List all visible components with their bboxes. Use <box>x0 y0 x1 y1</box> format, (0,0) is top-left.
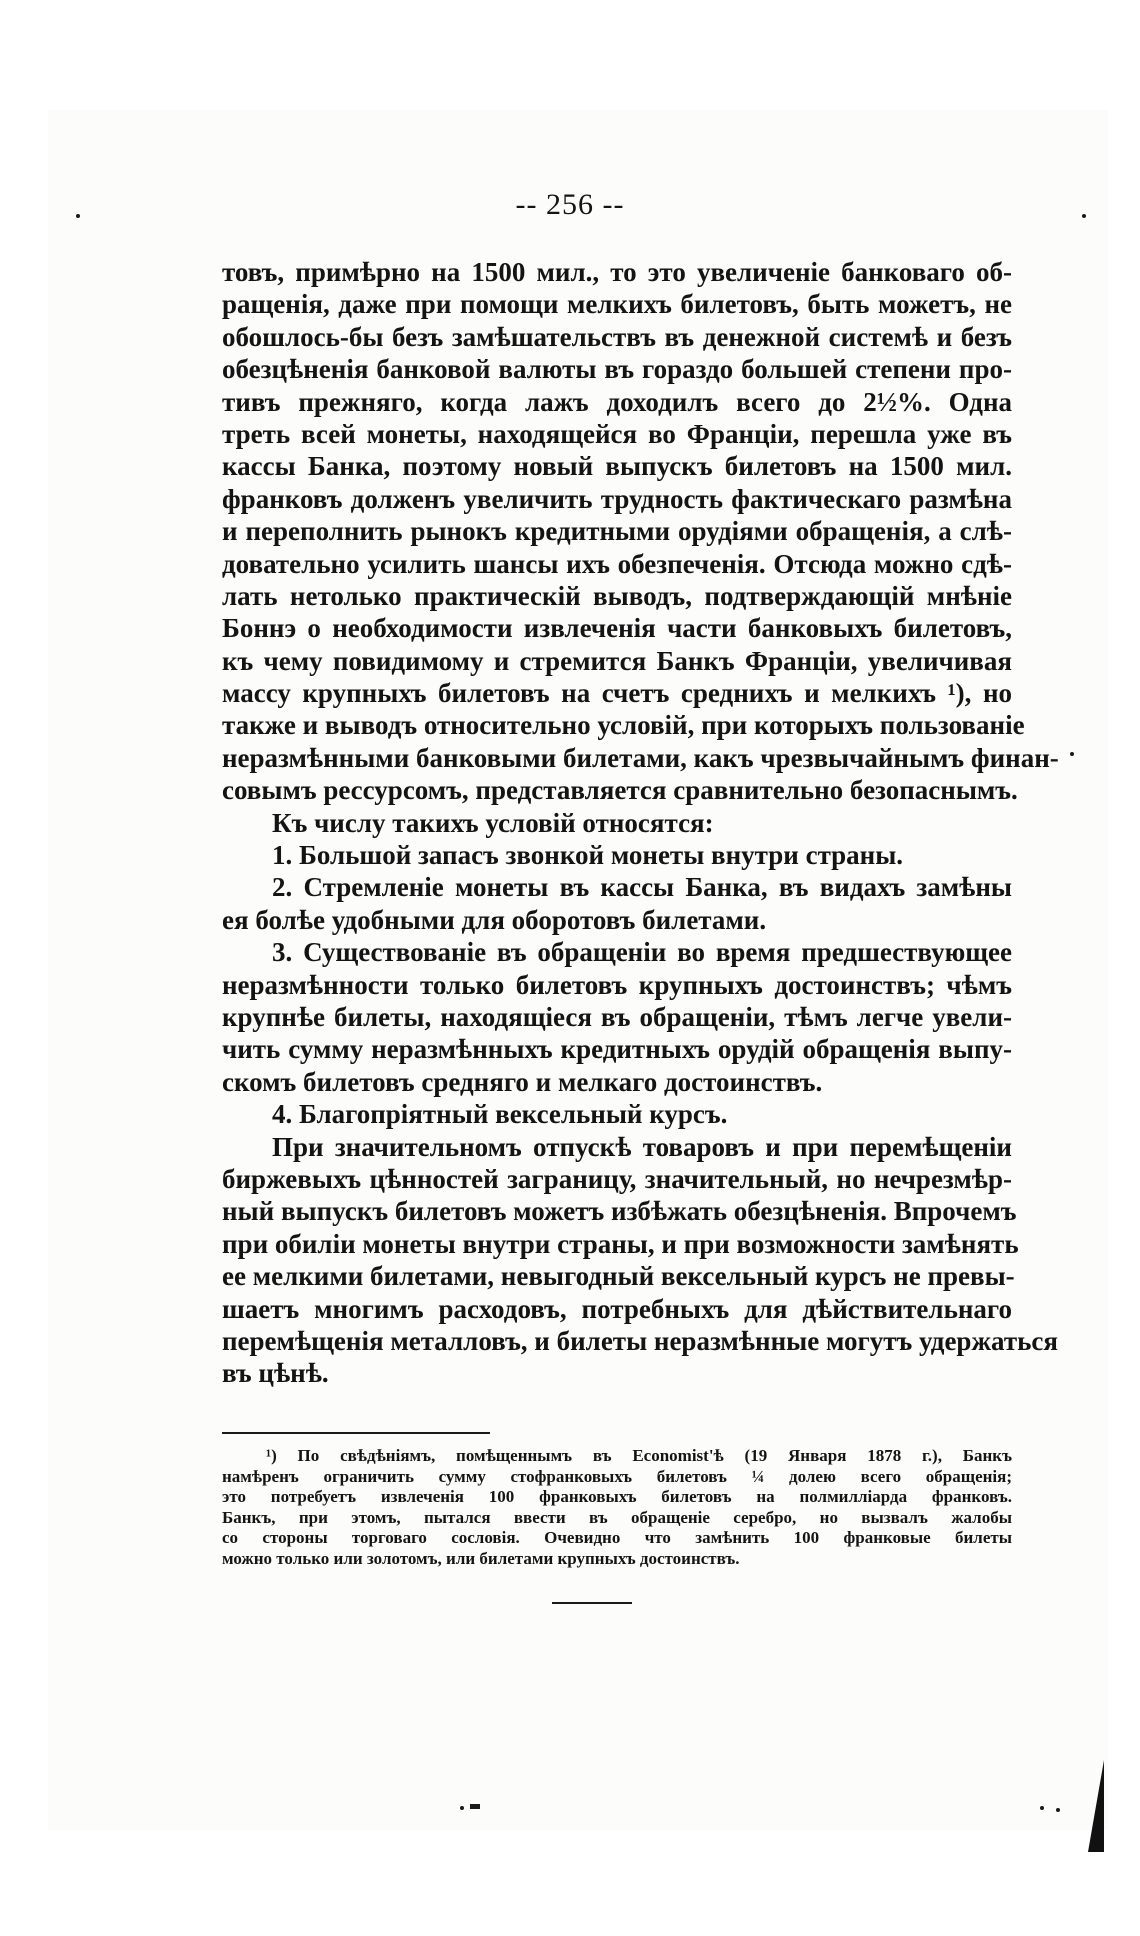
footnote-line: это потребуетъ извлеченія 100 франковыхъ билетовъ на полмилліарда франковъ. <box>222 1487 1012 1506</box>
text-line: неразмѣнности только билетовъ крупныхъ достоинствъ; чѣмъ <box>222 969 1012 1000</box>
scan-speck <box>470 1804 480 1809</box>
list-item-1: 1. Большой запасъ звонкой монеты внутри страны. <box>272 840 904 871</box>
footnote-line: Банкъ, при этомъ, пытался ввести въ обращеніе серебро, но вызвалъ жалобы <box>222 1507 1012 1527</box>
scan-speck <box>1082 214 1086 218</box>
text-line: совымъ рессурсомъ, представляется сравнительно безопаснымъ. <box>222 775 1018 806</box>
footnote-divider <box>222 1432 490 1434</box>
scan-speck <box>1040 1806 1044 1810</box>
footnote <box>222 1446 1012 1569</box>
end-divider <box>552 1602 632 1604</box>
text-line: ращенія, даже при помощи мелкихъ билетовъ, быть можетъ, не <box>222 289 1012 320</box>
scan-speck <box>76 214 80 218</box>
list-item-2: 2. Стремленіе монеты въ кассы Банка, въ видахъ замѣны <box>272 872 1012 903</box>
text-line: чить сумму неразмѣнныхъ кредитныхъ орудій обращенія выпу- <box>222 1034 1012 1065</box>
scan-speck <box>1056 1808 1060 1812</box>
text-line: биржевыхъ цѣнностей заграницу, значительный, но нечрезмѣр- <box>222 1163 1012 1194</box>
text-line: въ цѣнѣ. <box>222 1358 329 1389</box>
scan-speck <box>460 1806 464 1810</box>
text-line: при обиліи монеты внутри страны, и при возможности замѣнять <box>222 1228 1019 1259</box>
text-line: лать нетолько практическій выводъ, подтверждающій мнѣніе <box>222 580 1012 611</box>
text-line: ее мелкими билетами, невыгодный вексельный курсъ не превы- <box>222 1261 1015 1292</box>
text-line: обезцѣненія банковой валюты въ гораздо большей степени про- <box>222 354 1012 385</box>
text-line: треть всей монеты, находящейся во Франціи, перешла уже въ <box>222 418 1012 449</box>
text-line: также и выводъ относительно условій, при которыхъ пользованіе <box>222 710 1025 741</box>
paragraph-start: При значительномъ отпускѣ товаровъ и при перемѣщеніи <box>272 1131 1012 1162</box>
text-line: крупнѣе билеты, находящіеся въ обращеніи, тѣмъ легче увели- <box>222 1001 1012 1032</box>
text-line: перемѣщенія металловъ, и билеты неразмѣнные могутъ удержаться <box>222 1325 1058 1356</box>
list-intro: Къ числу такихъ условій относятся: <box>272 807 714 838</box>
text-line: довательно усилить шансы ихъ обезпеченія. Отсюда можно сдѣ- <box>222 548 1012 579</box>
text-line: кассы Банка, поэтому новый выпускъ билетовъ на 1500 мил. <box>222 451 1012 482</box>
text-line: неразмѣнными банковыми билетами, какъ чрезвычайнымъ финан- <box>222 742 1059 773</box>
text-line: ный выпускъ билетовъ можетъ избѣжать обезцѣненія. Впрочемъ <box>222 1196 1017 1227</box>
scan-edge-mark <box>1088 1760 1104 1852</box>
footnote-line: со стороны торговаго сословія. Очевидно что замѣнить 100 франковые билеты <box>222 1528 1012 1547</box>
text-line: массу крупныхъ билетовъ на счетъ среднихъ и мелкихъ ¹), но <box>222 678 1012 709</box>
main-text <box>222 256 1059 1390</box>
text-line: и переполнить рынокъ кредитными орудіями обращенія, а слѣ- <box>222 516 1012 547</box>
page-number: -- 256 -- <box>515 188 625 221</box>
text-line: франковъ долженъ увеличить трудность фактическаго размѣна <box>222 483 1012 514</box>
footnote-line: ¹) По свѣдѣніямъ, помѣщеннымъ въ Economist'ѣ (19 Января 1878 г.), Банкъ <box>266 1446 1012 1465</box>
text-line: къ чему повидимому и стремится Банкъ Франціи, увеличивая <box>222 645 1012 676</box>
text-line: тивъ прежняго, когда лажъ доходилъ всего до 2½%. Одна <box>222 386 1012 417</box>
text-line: скомъ билетовъ средняго и мелкаго достоинствъ. <box>222 1066 823 1097</box>
text-line: обошлось-бы безъ замѣшательствъ въ денежной системѣ и безъ <box>222 321 1012 352</box>
text-line: товъ, примѣрно на 1500 мил., то это увеличеніе банковаго об- <box>222 257 1012 287</box>
list-item-3: 3. Существованіе въ обращеніи во время предшествующее <box>272 937 1012 968</box>
footnote-line: намѣренъ ограничить сумму стофранковыхъ билетовъ ¼ долею всего обращенія; <box>222 1466 1012 1486</box>
text-line: Боннэ о необходимости извлеченія части банковыхъ билетовъ, <box>222 613 1012 644</box>
list-item-4: 4. Благопріятный вексельный курсъ. <box>272 1099 728 1130</box>
text-line: шаетъ многимъ расходовъ, потребныхъ для дѣйствительнаго <box>222 1293 1012 1324</box>
scan-speck <box>1070 752 1074 756</box>
text-line: ея болѣе удобными для оборотовъ билетами. <box>222 904 767 935</box>
footnote-line: можно только или золотомъ, или билетами крупныхъ достоинствъ. <box>222 1548 740 1568</box>
